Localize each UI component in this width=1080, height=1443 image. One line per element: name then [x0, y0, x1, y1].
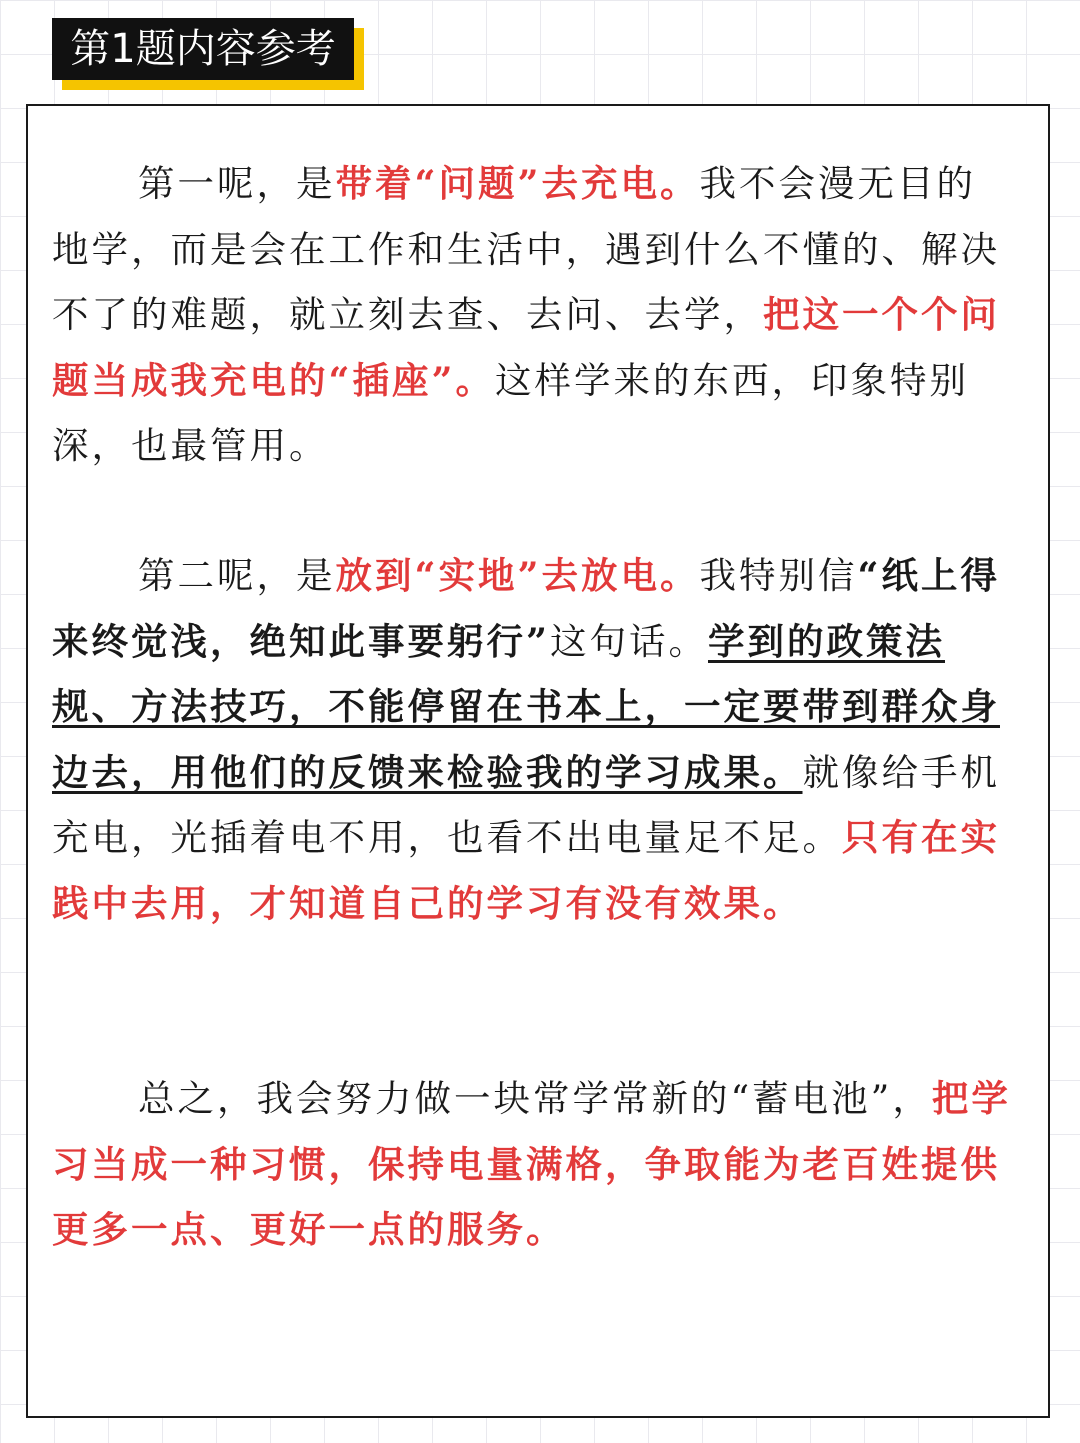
p2-text-2: 这句话。	[550, 619, 708, 663]
p1-text-1: 我不会漫无目的地学，而是会在工作和生活中，遇到什么不懂的、解决不了的难题，就立刻去查、去问、去学，	[52, 162, 1000, 336]
p2-quote: “纸上得来终觉浅，绝知此事要躬行”	[52, 554, 1000, 663]
p2-underlined: 学到的政策法规、方法技巧，不能停留在书本上，一定要带到群众身边去，用他们的反馈来检验我的学习成果。	[52, 619, 1000, 794]
paragraph-2	[52, 543, 1012, 936]
p2-text-1: 我特别信	[699, 554, 858, 597]
p2-highlight-2: 只有在实践中去用，才知道自己的学习有没有效果。	[52, 816, 1000, 925]
page-title: 第1题内容参考	[52, 18, 354, 80]
paragraph-1	[52, 151, 1012, 479]
content-card	[26, 104, 1050, 1418]
p1-intro: 第一呢，是	[138, 162, 336, 205]
p2-text-3: 就像给手机充电，光插着电不用，也看不出电量足不足。	[52, 750, 1000, 859]
p1-highlight-1: 带着“问题”去充电。	[335, 162, 700, 205]
p1-highlight-2: 把这一个个问题当成我充电的“插座”。	[52, 293, 1000, 402]
paragraph-3	[52, 1066, 1012, 1263]
p2-intro: 第二呢，是	[138, 554, 336, 597]
p1-text-2: 这样学来的东西，印象特别深，也最管用。	[52, 358, 969, 467]
p3-intro: 总之，我会努力做一块常学常新的“蓄电池”，	[138, 1077, 932, 1120]
p2-highlight-1: 放到“实地”去放电。	[335, 554, 700, 597]
p3-highlight: 把学习当成一种习惯，保持电量满格，争取能为老百姓提供更多一点、更好一点的服务。	[52, 1077, 1011, 1251]
title-banner	[52, 18, 366, 90]
